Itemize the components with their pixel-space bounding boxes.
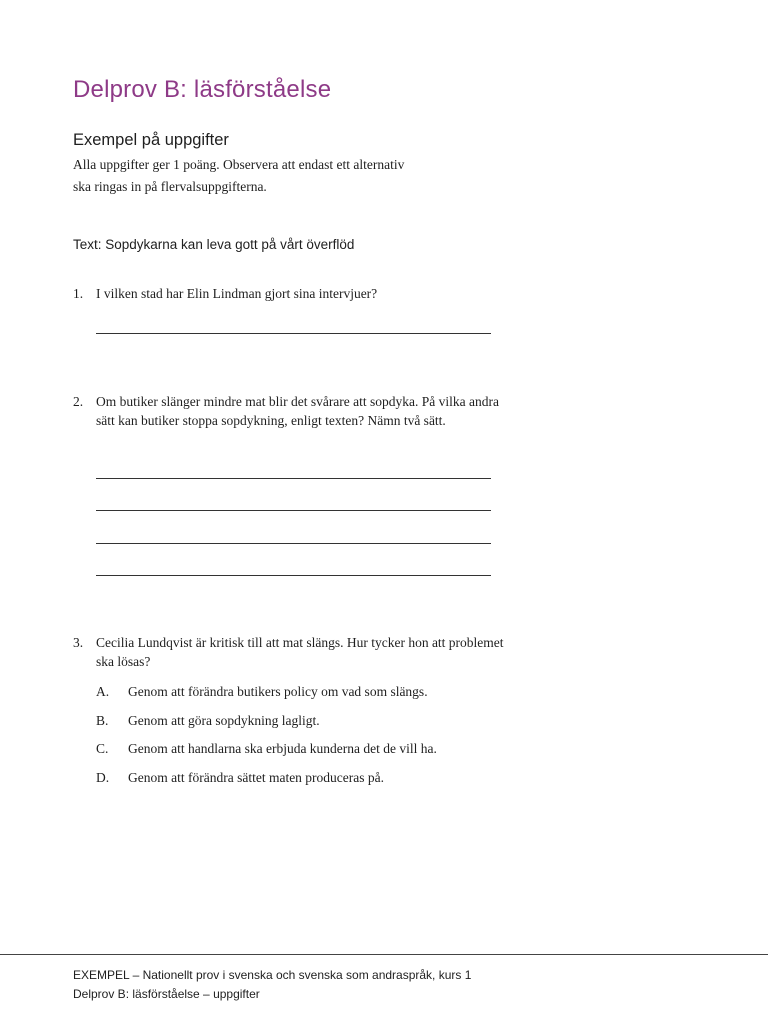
answer-line[interactable] xyxy=(96,543,491,544)
answer-line[interactable] xyxy=(96,333,491,334)
answer-line[interactable] xyxy=(96,478,491,479)
question-number: 1. xyxy=(73,286,84,301)
option-letter: C. xyxy=(96,741,109,756)
option-letter: B. xyxy=(96,713,109,728)
option-letter: A. xyxy=(96,684,110,699)
instructions-line-2: ska ringas in på flervalsuppgifterna. xyxy=(73,179,267,194)
section-title: Exempel på uppgifter xyxy=(73,131,229,149)
question-text: Cecilia Lundqvist är kritisk till att mat slängs. Hur tycker hon att problemet ska lösas? xyxy=(96,635,504,669)
footer-divider xyxy=(0,954,768,955)
text-heading: Text: Sopdykarna kan leva gott på vårt överflöd xyxy=(73,237,355,252)
option-text: Genom att förändra sättet maten produceras på. xyxy=(128,770,385,785)
answer-line[interactable] xyxy=(96,510,491,511)
question-text: Om butiker slänger mindre mat blir det svårare att sopdyka. På vilka andra sätt kan butiker stoppa sopdykning, enligt texten? Nämn två sätt. xyxy=(96,394,500,428)
option-text: Genom att göra sopdykning lagligt. xyxy=(128,713,320,728)
footer-line-2: Delprov B: läsförståelse – uppgifter xyxy=(73,987,260,1001)
question-number: 3. xyxy=(73,635,84,650)
option-text: Genom att handlarna ska erbjuda kunderna det de vill ha. xyxy=(128,741,437,756)
footer-line-1: EXEMPEL – Nationellt prov i svenska och svenska som andraspråk, kurs 1 xyxy=(73,968,472,982)
option-text: Genom att förändra butikers policy om vad som slängs. xyxy=(128,684,428,699)
answer-line[interactable] xyxy=(96,575,491,576)
question-number: 2. xyxy=(73,394,84,409)
instructions-line-1: Alla uppgifter ger 1 poäng. Observera att endast ett alternativ xyxy=(73,157,405,172)
footer xyxy=(73,966,471,1004)
question-text: I vilken stad har Elin Lindman gjort sina intervjuer? xyxy=(96,286,378,301)
option-letter: D. xyxy=(96,770,110,785)
page-title: Delprov B: läsförståelse xyxy=(73,76,332,103)
instructions xyxy=(73,154,493,198)
